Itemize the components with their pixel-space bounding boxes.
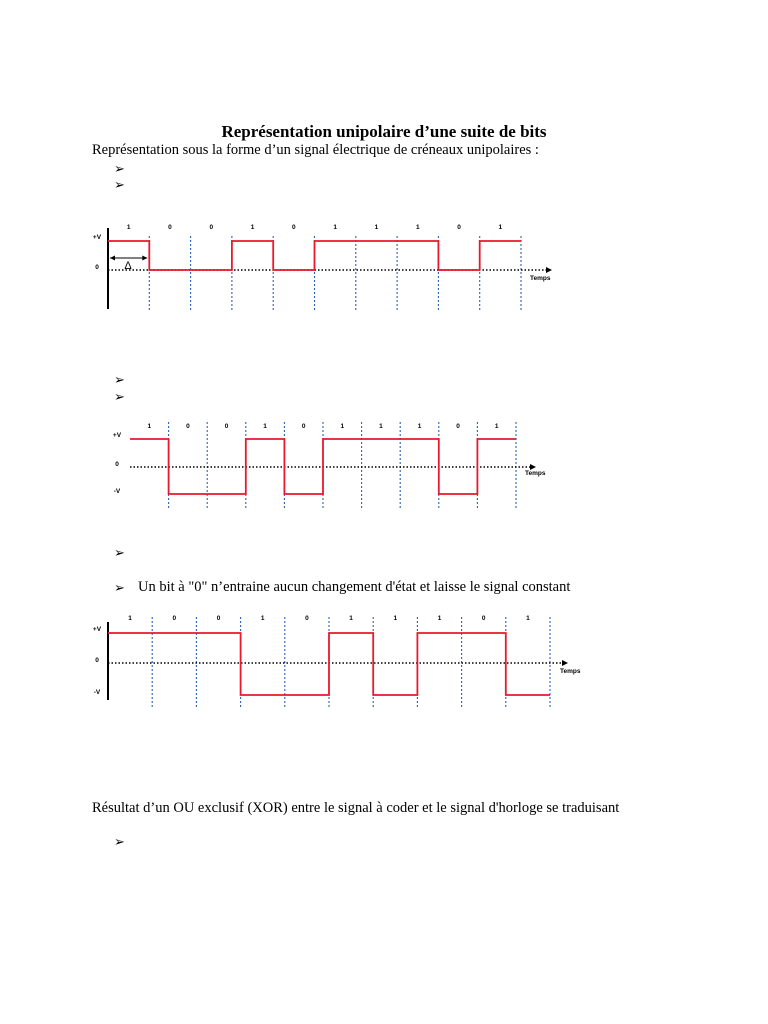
y-label-plus-v: +V: [92, 626, 102, 633]
bit-label: 0: [457, 224, 461, 231]
bit-label: 1: [415, 224, 420, 231]
bit-label: 1: [437, 615, 442, 622]
page-title: Représentation unipolaire d’une suite de bits: [221, 122, 547, 141]
axis-arrow-icon: [546, 267, 552, 273]
bit-label: 0: [301, 423, 306, 430]
y-label-minus-v: -V: [113, 488, 121, 495]
bit-label: 0: [305, 615, 309, 622]
signal-waveform: [108, 241, 521, 270]
bit-label: 1: [128, 615, 132, 622]
arrow-left-icon: [110, 256, 115, 261]
bit-label: 1: [494, 423, 499, 430]
bit-label: 1: [498, 224, 503, 231]
bit-label: 0: [224, 423, 229, 430]
bit-label: 0: [168, 224, 172, 231]
bit-label: 0: [172, 615, 177, 622]
y-label-plus-v: +V: [92, 234, 102, 241]
bit-label: 0: [481, 615, 486, 622]
y-label-zero: 0: [95, 657, 99, 664]
bit-label: 1: [250, 224, 255, 231]
bit-label: 1: [417, 423, 422, 430]
bit-label: 1: [263, 423, 267, 430]
arrow-right-icon: [142, 256, 147, 261]
bit-label: 0: [456, 423, 460, 430]
bullet-arrow-icon: ➢: [114, 161, 125, 176]
bit-label: 1: [260, 615, 265, 622]
bullet-arrow-icon: ➢: [114, 177, 125, 192]
x-axis-label: Temps: [530, 275, 551, 282]
nrzi-rule-text: Un bit à "0" n’entraine aucun changement d'état et laisse le signal constant: [138, 579, 571, 595]
bit-label: 1: [333, 224, 337, 231]
bit-label: 0: [186, 423, 190, 430]
signal-waveform: [130, 439, 516, 494]
y-label-minus-v: -V: [93, 689, 101, 696]
bullet-arrow-icon: ➢: [114, 580, 125, 595]
bit-label: 1: [147, 423, 152, 430]
y-label-plus-v: +V: [112, 432, 122, 439]
bullet-arrow-icon: ➢: [114, 545, 125, 560]
bit-label: 1: [340, 423, 345, 430]
bit-label: 0: [209, 224, 214, 231]
bullet-arrow-icon: ➢: [114, 834, 125, 849]
y-label-zero: 0: [95, 264, 99, 271]
x-axis-label: Temps: [560, 668, 581, 675]
axis-arrow-icon: [562, 660, 568, 666]
bit-label: 1: [379, 423, 383, 430]
bit-label: 1: [374, 224, 379, 231]
intro-text: Représentation sous la forme d’un signal électrique de créneaux unipolaires :: [92, 142, 539, 158]
bullet-arrow-icon: ➢: [114, 389, 125, 404]
bit-label: 1: [526, 615, 530, 622]
x-axis-label: Temps: [525, 470, 546, 477]
bit-label: 0: [292, 224, 296, 231]
xor-text: Résultat d’un OU exclusif (XOR) entre le signal à coder et le signal d'horloge se traduisant: [92, 800, 620, 816]
bit-label: 1: [126, 224, 131, 231]
bit-label: 1: [393, 615, 398, 622]
bit-label: 1: [349, 615, 353, 622]
y-label-zero: 0: [115, 461, 119, 468]
bullet-arrow-icon: ➢: [114, 372, 125, 387]
signal-waveform: [108, 633, 550, 695]
bit-label: 0: [216, 615, 221, 622]
delta-label: Δ: [124, 260, 132, 272]
